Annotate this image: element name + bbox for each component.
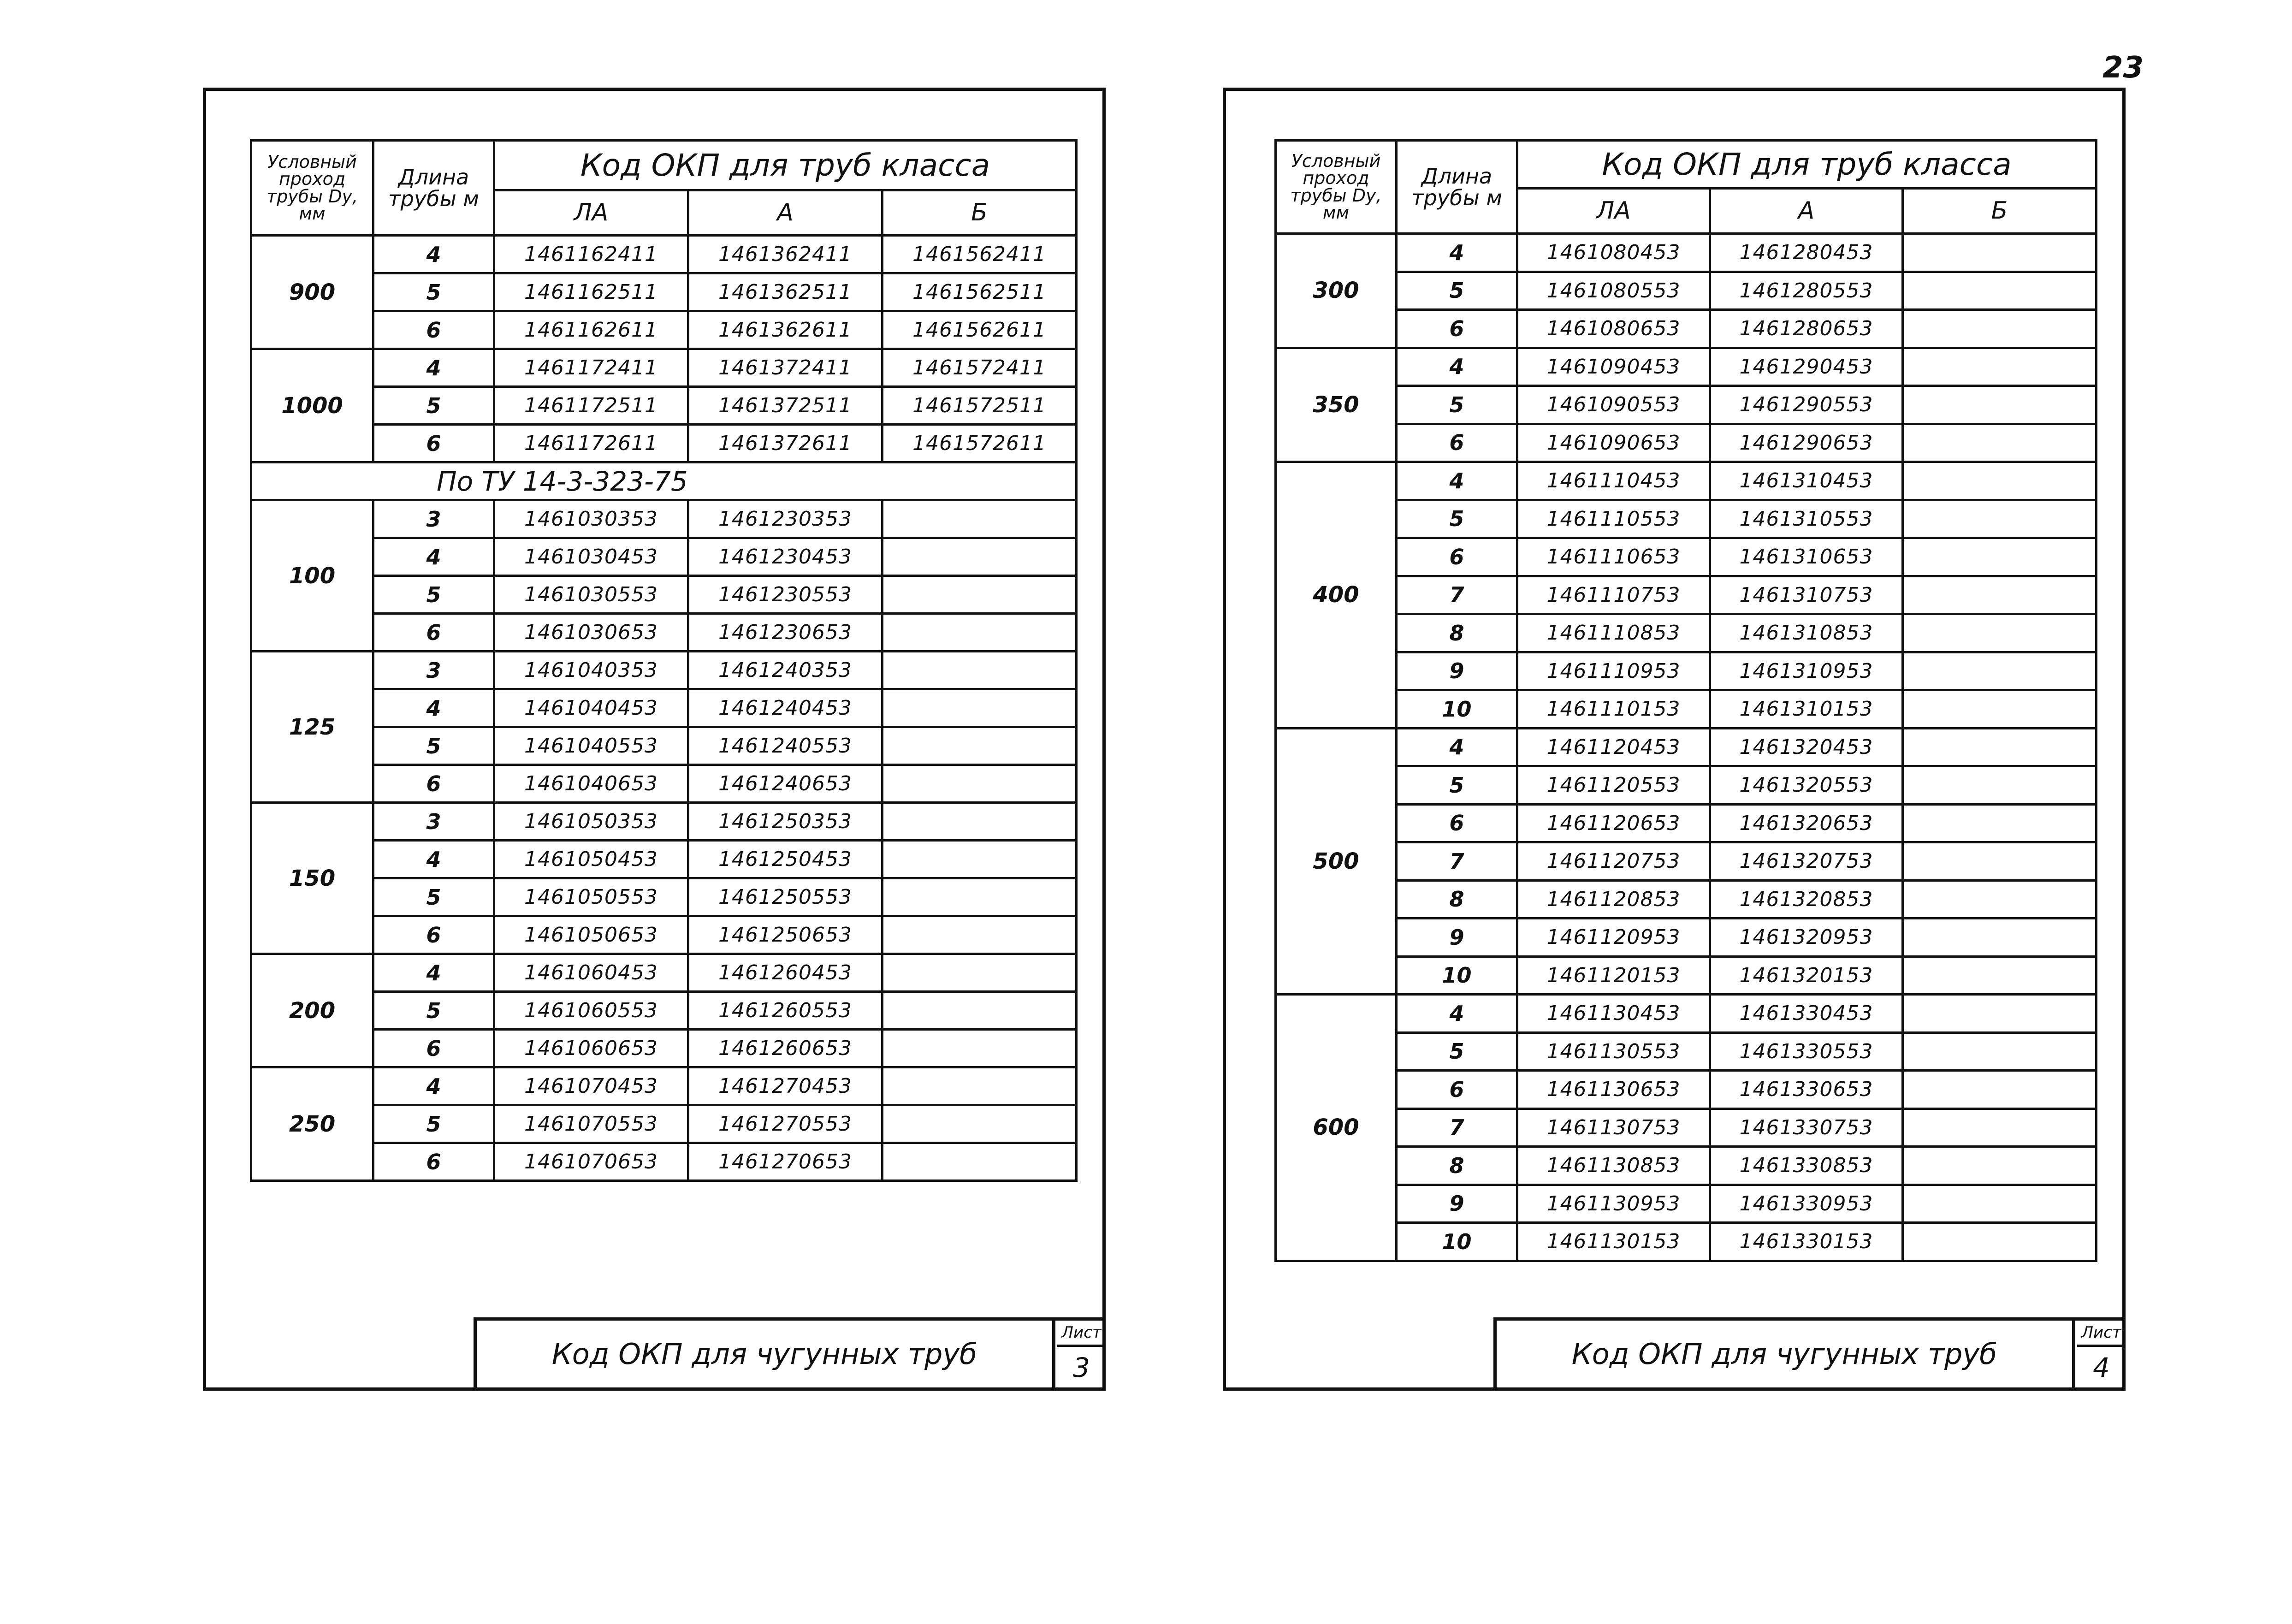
cell-code-b: 1461562511 [882,273,1077,311]
table-row [251,765,1077,803]
cell-code-b [1903,1223,2097,1261]
cell-code-la: 1461120453 [1517,728,1710,766]
table-row [251,500,1077,538]
cell-code-b [1903,842,2097,881]
cell-code-la: 1461172411 [494,349,688,387]
cell-nominal-diameter: 500 [1276,728,1397,995]
cell-length: 5 [373,1105,494,1143]
cell-length: 5 [1397,766,1517,805]
cell-code-b [882,1105,1077,1143]
cell-code-la: 1461050353 [494,803,688,841]
sheet-number-cell [1057,1321,1106,1387]
table-row [1276,348,2097,386]
table-row [1276,310,2097,348]
table-row [251,236,1077,273]
cell-length: 4 [1397,348,1517,386]
cell-code-a: 1461280653 [1710,310,1903,348]
cell-code-b [1903,880,2097,919]
cell-code-la: 1461030453 [494,538,688,576]
cell-code-la: 1461130753 [1517,1108,1710,1147]
cell-length: 6 [1397,424,1517,462]
cell-code-a: 1461240453 [688,689,882,727]
table-body-upper [251,236,1077,462]
table-row [251,1143,1077,1181]
cell-code-a: 1461250353 [688,803,882,841]
cell-code-a: 1461330453 [1710,995,1903,1033]
cell-code-b [1903,614,2097,652]
cell-code-b [1903,386,2097,424]
cell-code-a: 1461260553 [688,992,882,1030]
table-row [251,425,1077,462]
cell-length: 6 [373,765,494,803]
table-row [1276,728,2097,766]
cell-code-b [882,803,1077,841]
cell-code-b [1903,348,2097,386]
cell-code-a: 1461330753 [1710,1108,1903,1147]
cell-code-a: 1461310753 [1710,576,1903,614]
sheet-number: 4 [2093,1352,2110,1383]
table-row [251,273,1077,311]
table-row [1276,690,2097,729]
cell-code-b [1903,728,2097,766]
cell-code-a: 1461330653 [1710,1071,1903,1109]
cell-code-la: 1461080453 [1517,234,1710,272]
cell-code-b [882,1030,1077,1067]
cell-code-a: 1461250653 [688,916,882,954]
cell-code-b [1903,652,2097,690]
cell-code-la: 1461120953 [1517,919,1710,957]
cell-length: 8 [1397,1147,1517,1185]
cell-code-b [1903,995,2097,1033]
cell-code-a: 1461372411 [688,349,882,387]
cell-code-a: 1461270553 [688,1105,882,1143]
cell-code-a: 1461260453 [688,954,882,992]
table-row [251,1030,1077,1067]
cell-code-a: 1461280553 [1710,272,1903,310]
cell-length: 10 [1397,690,1517,729]
cell-code-la: 1461130853 [1517,1147,1710,1185]
cell-code-la: 1461130953 [1517,1185,1710,1223]
sheet-label: Лист [1057,1321,1106,1347]
cell-code-b [1903,538,2097,576]
okp-code-table-left [250,139,1078,1182]
cell-length: 5 [373,992,494,1030]
table-row [1276,1108,2097,1147]
cell-length: 9 [1397,652,1517,690]
cell-code-la: 1461040353 [494,652,688,689]
cell-code-b [882,538,1077,576]
cell-length: 6 [373,1143,494,1181]
cell-code-b [1903,919,2097,957]
cell-length: 4 [373,841,494,878]
table-row [251,878,1077,916]
cell-code-la: 1461120153 [1517,956,1710,995]
sheet-label: Лист [2077,1321,2126,1347]
cell-length: 4 [1397,234,1517,272]
cell-code-b [1903,462,2097,500]
cell-length: 4 [373,538,494,576]
cell-code-la: 1461172511 [494,387,688,425]
cell-code-la: 1461172611 [494,425,688,462]
cell-nominal-diameter: 200 [251,954,373,1067]
sheet-number-cell [2077,1321,2126,1387]
cell-nominal-diameter: 900 [251,236,373,349]
cell-code-b: 1461572511 [882,387,1077,425]
cell-code-la: 1461090553 [1517,386,1710,424]
cell-code-la: 1461040553 [494,727,688,765]
cell-code-la: 1461162611 [494,311,688,349]
cell-length: 4 [1397,462,1517,500]
table-row [1276,538,2097,576]
cell-code-b [1903,1071,2097,1109]
cell-code-a: 1461290553 [1710,386,1903,424]
cell-length: 7 [1397,842,1517,881]
cell-code-b [1903,956,2097,995]
cell-length: 5 [373,878,494,916]
cell-code-b [882,916,1077,954]
cell-nominal-diameter: 1000 [251,349,373,462]
table-row [1276,652,2097,690]
table-row [251,614,1077,652]
cell-code-b [1903,1185,2097,1223]
cell-code-a: 1461330853 [1710,1147,1903,1185]
header-class-a: А [688,190,882,236]
table-row [1276,956,2097,995]
cell-length: 9 [1397,1185,1517,1223]
cell-length: 4 [373,349,494,387]
cell-length: 3 [373,803,494,841]
table-row [1276,919,2097,957]
cell-code-b [1903,804,2097,842]
table-note-section [251,462,1077,500]
cell-code-b [882,954,1077,992]
cell-length: 10 [1397,1223,1517,1261]
cell-length: 3 [373,500,494,538]
header-code: Код ОКП для труб класса [494,141,1077,190]
table-row [1276,1147,2097,1185]
cell-length: 5 [373,576,494,614]
table-row [1276,1223,2097,1261]
table-row [1276,234,2097,272]
cell-code-la: 1461162511 [494,273,688,311]
table-row [1276,1185,2097,1223]
cell-length: 6 [1397,538,1517,576]
cell-code-a: 1461240353 [688,652,882,689]
table-row [251,841,1077,878]
cell-length: 6 [373,614,494,652]
cell-length: 6 [373,425,494,462]
cell-code-a: 1461320853 [1710,880,1903,919]
table-row [1276,766,2097,805]
cell-code-a: 1461230453 [688,538,882,576]
cell-code-b [882,727,1077,765]
cell-code-b [882,878,1077,916]
table-row [1276,424,2097,462]
cell-code-b: 1461562411 [882,236,1077,273]
cell-code-a: 1461310553 [1710,500,1903,538]
cell-code-la: 1461080553 [1517,272,1710,310]
cell-code-la: 1461030553 [494,576,688,614]
cell-code-b [882,576,1077,614]
cell-code-a: 1461270453 [688,1067,882,1105]
cell-code-la: 1461070553 [494,1105,688,1143]
header-code: Код ОКП для труб класса [1517,141,2097,189]
cell-code-la: 1461070653 [494,1143,688,1181]
cell-code-a: 1461320953 [1710,919,1903,957]
table-row [1276,1032,2097,1071]
cell-code-b [1903,310,2097,348]
cell-nominal-diameter: 400 [1276,462,1397,729]
cell-code-la: 1461030353 [494,500,688,538]
table-row [1276,1071,2097,1109]
standard-note: По ТУ 14-3-323-75 [251,462,1077,500]
cell-nominal-diameter: 100 [251,500,373,652]
cell-code-b: 1461572611 [882,425,1077,462]
cell-code-la: 1461120853 [1517,880,1710,919]
cell-code-a: 1461310653 [1710,538,1903,576]
cell-length: 6 [1397,310,1517,348]
cell-code-la: 1461060453 [494,954,688,992]
table-row [1276,272,2097,310]
cell-code-b [1903,766,2097,805]
cell-code-b [882,652,1077,689]
cell-code-la: 1461060553 [494,992,688,1030]
cell-code-la: 1461040653 [494,765,688,803]
header-class-la: ЛА [1517,189,1710,234]
cell-code-b [1903,272,2097,310]
cell-code-a: 1461320553 [1710,766,1903,805]
cell-code-a: 1461230653 [688,614,882,652]
cell-length: 4 [373,1067,494,1105]
cell-code-a: 1461270653 [688,1143,882,1181]
cell-nominal-diameter: 250 [251,1067,373,1181]
cell-code-la: 1461110453 [1517,462,1710,500]
cell-code-a: 1461250453 [688,841,882,878]
table-row [251,652,1077,689]
cell-length: 5 [1397,272,1517,310]
table-row [1276,614,2097,652]
header-class-la: ЛА [494,190,688,236]
cell-code-b [1903,1108,2097,1147]
cell-code-a: 1461230553 [688,576,882,614]
cell-length: 6 [373,916,494,954]
table-row [251,538,1077,576]
cell-code-la: 1461110153 [1517,690,1710,729]
table-body-lower [251,500,1077,1181]
cell-length: 6 [1397,1071,1517,1109]
cell-code-a: 1461362411 [688,236,882,273]
cell-length: 7 [1397,1108,1517,1147]
cell-code-b [1903,234,2097,272]
sheet-number: 3 [1073,1352,1090,1383]
cell-length: 6 [373,1030,494,1067]
cell-code-la: 1461110653 [1517,538,1710,576]
cell-code-la: 1461110953 [1517,652,1710,690]
header-class-b: Б [882,190,1077,236]
cell-code-a: 1461320653 [1710,804,1903,842]
cell-length: 10 [1397,956,1517,995]
cell-code-la: 1461130653 [1517,1071,1710,1109]
cell-code-la: 1461050553 [494,878,688,916]
header-class-b: Б [1903,189,2097,234]
cell-length: 5 [373,727,494,765]
table-row [1276,842,2097,881]
cell-code-a: 1461362511 [688,273,882,311]
cell-length: 4 [373,236,494,273]
table-row [251,916,1077,954]
cell-length: 8 [1397,880,1517,919]
cell-code-la: 1461090653 [1517,424,1710,462]
cell-length: 4 [373,689,494,727]
cell-code-b [1903,690,2097,729]
cell-nominal-diameter: 150 [251,803,373,954]
table-row [251,1105,1077,1143]
cell-code-la: 1461090453 [1517,348,1710,386]
header-length: Длина трубы м [373,141,494,236]
title-block-title: Код ОКП для чугунных труб [1497,1321,2075,1387]
cell-length: 5 [1397,500,1517,538]
cell-code-a: 1461310453 [1710,462,1903,500]
table-row [1276,995,2097,1033]
cell-code-b [1903,424,2097,462]
table-row [251,689,1077,727]
cell-code-la: 1461050453 [494,841,688,878]
cell-code-b [882,614,1077,652]
cell-code-b [1903,1032,2097,1071]
cell-code-la: 1461070453 [494,1067,688,1105]
cell-code-a: 1461280453 [1710,234,1903,272]
cell-code-a: 1461330953 [1710,1185,1903,1223]
table-row [251,387,1077,425]
cell-code-la: 1461060653 [494,1030,688,1067]
cell-code-b [882,765,1077,803]
okp-code-table-right [1274,139,2097,1262]
cell-code-a: 1461372611 [688,425,882,462]
cell-length: 9 [1397,919,1517,957]
table-row [251,803,1077,841]
cell-code-b [882,500,1077,538]
table-row [1276,386,2097,424]
page-number: 23 [2102,51,2144,85]
cell-code-la: 1461162411 [494,236,688,273]
table-row [251,349,1077,387]
cell-code-a: 1461250553 [688,878,882,916]
cell-code-a: 1461310953 [1710,652,1903,690]
cell-code-a: 1461240553 [688,727,882,765]
header-length: Длина трубы м [1397,141,1517,234]
table-row [1276,500,2097,538]
cell-code-a: 1461330153 [1710,1223,1903,1261]
cell-length: 6 [1397,804,1517,842]
table-row [1276,880,2097,919]
table-row [251,727,1077,765]
cell-code-a: 1461320753 [1710,842,1903,881]
cell-nominal-diameter: 125 [251,652,373,803]
cell-code-b [882,841,1077,878]
cell-nominal-diameter: 600 [1276,995,1397,1261]
cell-code-a: 1461290653 [1710,424,1903,462]
cell-code-b: 1461572411 [882,349,1077,387]
cell-code-b: 1461562611 [882,311,1077,349]
table-row [251,992,1077,1030]
cell-code-la: 1461050653 [494,916,688,954]
cell-nominal-diameter: 300 [1276,234,1397,348]
cell-code-b [882,992,1077,1030]
cell-code-a: 1461310153 [1710,690,1903,729]
table-body [1276,234,2097,1261]
table-row [1276,462,2097,500]
cell-code-a: 1461230353 [688,500,882,538]
cell-code-a: 1461372511 [688,387,882,425]
cell-code-la: 1461130453 [1517,995,1710,1033]
cell-code-a: 1461310853 [1710,614,1903,652]
title-block-left [474,1317,1106,1387]
table-row [1276,804,2097,842]
cell-length: 5 [373,387,494,425]
cell-length: 4 [1397,995,1517,1033]
table-row [251,311,1077,349]
cell-code-la: 1461110553 [1517,500,1710,538]
cell-length: 4 [1397,728,1517,766]
cell-code-a: 1461320153 [1710,956,1903,995]
cell-code-b [882,689,1077,727]
cell-code-b [882,1143,1077,1181]
cell-code-la: 1461110853 [1517,614,1710,652]
cell-code-a: 1461260653 [688,1030,882,1067]
table-row [251,576,1077,614]
drawing-sheet-left [203,88,1106,1391]
cell-code-la: 1461030653 [494,614,688,652]
cell-code-a: 1461320453 [1710,728,1903,766]
table-row [1276,576,2097,614]
cell-code-b [1903,500,2097,538]
cell-code-la: 1461120653 [1517,804,1710,842]
cell-length: 5 [1397,386,1517,424]
cell-code-la: 1461120553 [1517,766,1710,805]
cell-code-la: 1461120753 [1517,842,1710,881]
title-block-title: Код ОКП для чугунных труб [477,1321,1055,1387]
cell-code-b [1903,576,2097,614]
title-block-right [1493,1317,2126,1387]
cell-length: 5 [1397,1032,1517,1071]
header-dn: Условный проход трубы Dу, мм [1276,141,1397,234]
drawing-sheet-right [1223,88,2126,1391]
cell-code-a: 1461240653 [688,765,882,803]
cell-code-a: 1461290453 [1710,348,1903,386]
cell-code-la: 1461130153 [1517,1223,1710,1261]
header-class-a: А [1710,189,1903,234]
cell-length: 7 [1397,576,1517,614]
cell-code-la: 1461040453 [494,689,688,727]
cell-code-la: 1461110753 [1517,576,1710,614]
cell-code-la: 1461130553 [1517,1032,1710,1071]
cell-code-b [1903,1147,2097,1185]
cell-code-a: 1461330553 [1710,1032,1903,1071]
table-row [251,1067,1077,1105]
cell-length: 4 [373,954,494,992]
cell-length: 5 [373,273,494,311]
cell-code-a: 1461362611 [688,311,882,349]
cell-length: 8 [1397,614,1517,652]
cell-code-b [882,1067,1077,1105]
cell-length: 3 [373,652,494,689]
cell-code-la: 1461080653 [1517,310,1710,348]
cell-nominal-diameter: 350 [1276,348,1397,462]
table-row [251,954,1077,992]
header-dn: Условный проход трубы Dу, мм [251,141,373,236]
cell-length: 6 [373,311,494,349]
